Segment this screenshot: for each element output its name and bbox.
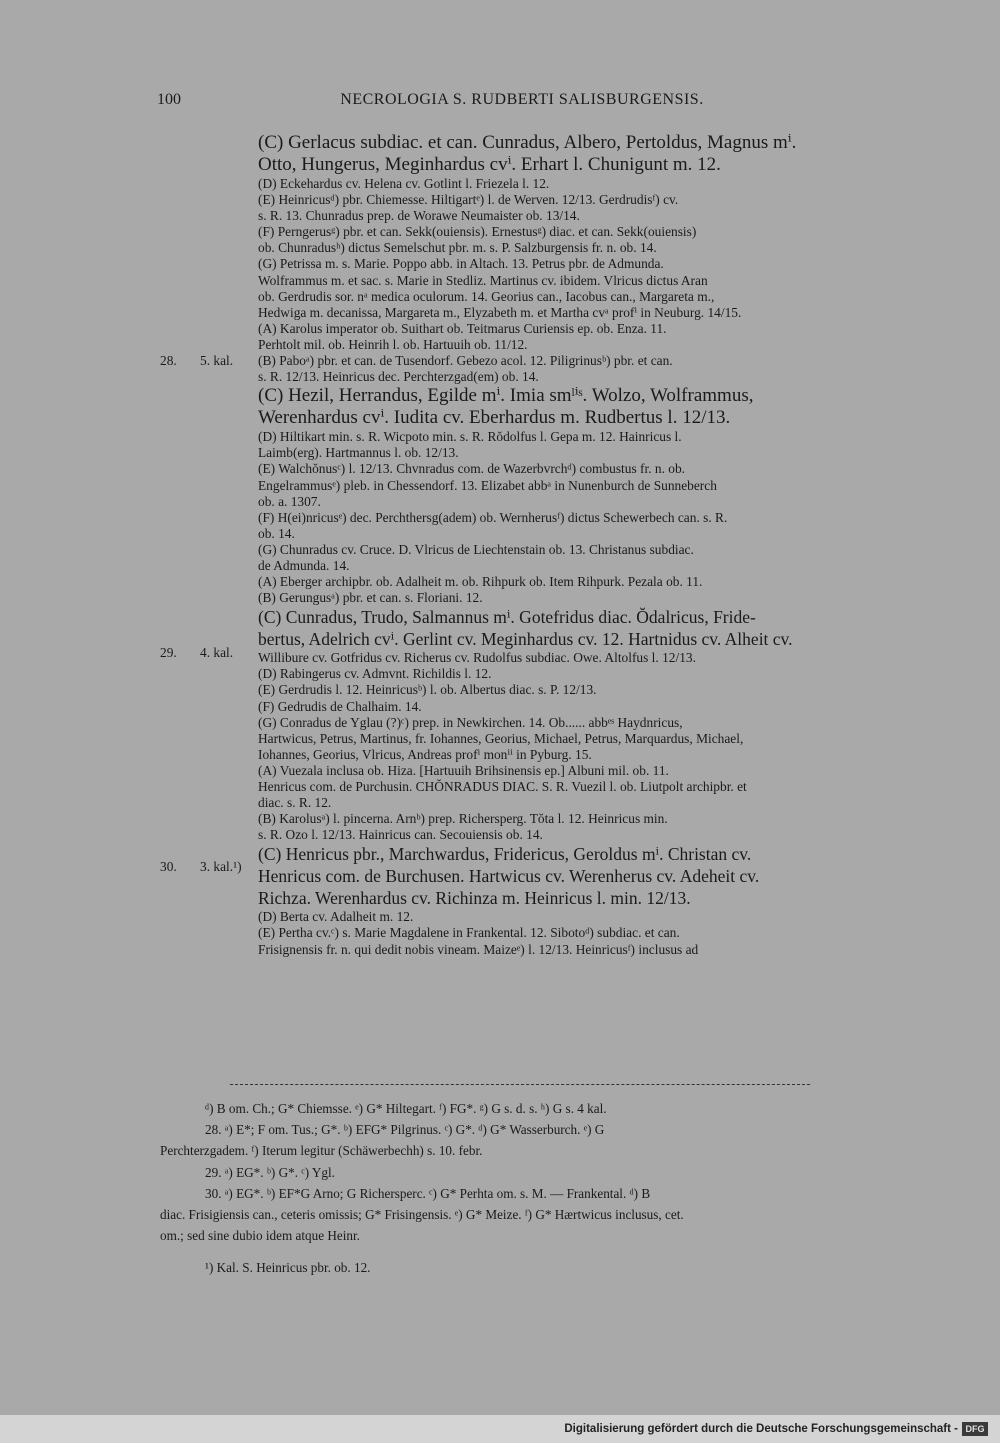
text-line: Laimb(erg). Hartmannus l. ob. 12/13. bbox=[258, 445, 459, 461]
text-line: (B) Gerungusᵃ) pbr. et can. s. Floriani. 12. bbox=[258, 590, 483, 606]
text-line: (F) Perngerusᵍ) pbr. et can. Sekk(ouiensis). Ernestusᵍ) diac. et can. Sekk(ouiensis) bbox=[258, 224, 697, 240]
text-line: Hartwicus, Petrus, Martinus, fr. Iohannes, Georius, Michael, Petrus, Marquardus, Michael, bbox=[258, 730, 744, 746]
text-line: Richza. Werenhardus cv. Richinza m. Heinricus l. min. 12/13. bbox=[258, 888, 691, 909]
running-title: NECROLOGIA S. RUDBERTI SALISBURGENSIS. bbox=[340, 91, 704, 108]
text-line: (D) Berta cv. Adalheit m. 12. bbox=[258, 909, 414, 925]
footnotes bbox=[160, 1098, 890, 1279]
text-line: (E) Heinricusᵈ) pbr. Chiemesse. Hiltigartᵉ) l. de Werven. 12/13. Gerdrudisᶠ) cv. bbox=[258, 192, 679, 208]
text-line: (F) H(ei)nricusᵉ) dec. Perchthersg(adem) ob. Wernherusᶠ) dictus Schewerbech can. s. R. bbox=[258, 509, 728, 525]
date-kal: 5. kal. bbox=[200, 353, 234, 368]
text-line: Wolframmus m. et sac. s. Marie in Stedliz. Martinus cv. ibidem. Vlricus dictus Aran bbox=[258, 272, 708, 288]
text-line: s. R. 12/13. Heinricus dec. Perchterzgad(em) ob. 14. bbox=[258, 369, 539, 385]
footnote-divider bbox=[230, 1084, 810, 1085]
text-line: (G) Petrissa m. s. Marie. Poppo abb. in Altach. 13. Petrus pbr. de Admunda. bbox=[258, 256, 664, 272]
text-line: (A) Karolus imperator ob. Suithart ob. Teitmarus Curiensis ep. ob. Enza. 11. bbox=[258, 320, 667, 336]
page-number: 100 bbox=[157, 91, 181, 108]
text-line: (A) Vuezala inclusa ob. Hiza. [Hartuuih Brihsinensis ep.] Albuni mil. ob. 11. bbox=[258, 762, 669, 778]
footnote-line: Perchterzgadem. ᶠ) Iterum legitur (Schäwerbechh) s. 10. febr. bbox=[160, 1143, 483, 1159]
text-line: (G) Chunradus cv. Cruce. D. Vlricus de Liechtenstain ob. 13. Christanus subdiac. bbox=[258, 541, 694, 557]
funding-text: Digitalisierung gefördert durch die Deutsche Forschungsgemeinschaft - bbox=[564, 1423, 958, 1435]
text-line: Otto, Hungerus, Meginhardus cvⁱ. Erhart l. Chunigunt m. 12. bbox=[258, 154, 721, 175]
text-line: bertus, Adelrich cvⁱ. Gerlint cv. Meginhardus cv. 12. Hartnidus cv. Alheit cv. bbox=[258, 629, 793, 650]
text-line: Willibure cv. Gotfridus cv. Richerus cv. Rudolfus subdiac. Owe. Altolfus l. 12/13. bbox=[258, 650, 696, 666]
text-line: (D) Rabingerus cv. Admvnt. Richildis l. 12. bbox=[258, 666, 492, 682]
text-line: (F) Gedrudis de Chalhaim. 14. bbox=[258, 698, 422, 714]
text-line: ob. 14. bbox=[258, 525, 295, 541]
text-line: Werenhardus cvⁱ. Iudita cv. Eberhardus m. Rudbertus l. 12/13. bbox=[258, 407, 731, 429]
text-line: Perhtolt mil. ob. Heinrih l. ob. Hartuuih ob. 11/12. bbox=[258, 336, 528, 352]
dfg-logo: DFG bbox=[962, 1422, 988, 1436]
text-line: (A) Eberger archipbr. ob. Adalheit m. ob. Rihpurk ob. Item Rihpurk. Pezala ob. 11. bbox=[258, 574, 703, 590]
text-line: s. R. Ozo l. 12/13. Hainricus can. Secouiensis ob. 14. bbox=[258, 827, 543, 843]
text-line: diac. s. R. 12. bbox=[258, 795, 332, 811]
funding-banner bbox=[0, 1415, 1000, 1443]
text-line: (E) Pertha cv.ᶜ) s. Marie Magdalene in Frankental. 12. Sibotoᵈ) subdiac. et can. bbox=[258, 925, 680, 941]
page-header bbox=[157, 91, 887, 113]
text-line: Henricus com. de Burchusen. Hartwicus cv. Werenherus cv. Adeheit cv. bbox=[258, 866, 760, 887]
text-line: (C) Hezil, Herrandus, Egilde mⁱ. Imia smˡⁱˢ. Wolzo, Wolframmus, bbox=[258, 385, 754, 407]
text-line: s. R. 13. Chunradus prep. de Worawe Neumaister ob. 13/14. bbox=[258, 208, 580, 224]
text-line: Hedwiga m. decanissa, Margareta m., Elyzabeth m. et Martha cvᵃ profⁱ in Neuburg. 14/15. bbox=[258, 304, 742, 320]
text-line: (C) Henricus pbr., Marchwardus, Fridericus, Geroldus mⁱ. Christan cv. bbox=[258, 844, 752, 865]
text-line: (G) Conradus de Yglau (?)ᶜ) prep. in Newkirchen. 14. Ob...... abbᵉˢ Haydnricus, bbox=[258, 714, 683, 730]
text-line: ob. a. 1307. bbox=[258, 493, 321, 509]
text-line: (E) Walchŏnusᶜ) l. 12/13. Chvnradus com. de Wazerbvrchᵈ) combustus fr. n. ob. bbox=[258, 461, 686, 477]
footnote-line: ᵈ) B om. Ch.; G* Chiemsse. ᵉ) G* Hiltegart. ᶠ) FG*. ᵍ) G s. d. s. ʰ) G s. 4 kal. bbox=[205, 1101, 607, 1116]
text-line: Frisignensis fr. n. qui dedit nobis vineam. Maizeᵉ) l. 12/13. Heinricusᶠ) inclusus ad bbox=[258, 941, 699, 957]
text-line: ob. Chunradusʰ) dictus Semelschut pbr. m. s. P. Salzburgensis fr. n. ob. 14. bbox=[258, 240, 657, 256]
text-line: Engelrammusᵉ) pleb. in Chessendorf. 13. Elizabet abbᵃ in Nunenburch de Sunneberch bbox=[258, 477, 717, 493]
necrology-text bbox=[258, 132, 888, 958]
text-line: ob. Gerdrudis sor. nᵃ medica oculorum. 14. Georius can., Iacobus can., Margareta m., bbox=[258, 288, 715, 304]
footnote-line: 28. ᵃ) E*; F om. Tus.; G*. ᵇ) EFG* Pilgrinus. ᶜ) G*. ᵈ) G* Wasserburch. ᵉ) G bbox=[205, 1122, 605, 1138]
text-line: (C) Gerlacus subdiac. et can. Cunradus, Albero, Pertoldus, Magnus mⁱ. bbox=[258, 132, 797, 153]
date-day: 29. bbox=[160, 645, 177, 660]
text-line: (E) Gerdrudis l. 12. Heinricusᵇ) l. ob. Albertus diac. s. P. 12/13. bbox=[258, 682, 597, 698]
footnote-line: 30. ᵃ) EG*. ᵇ) EF*G Arno; G Richersperc. ᶜ) G* Perhta om. s. M. — Frankental. ᵈ) B bbox=[205, 1185, 651, 1201]
date-kal: 3. kal.¹) bbox=[200, 859, 242, 874]
text-line: de Admunda. 14. bbox=[258, 557, 350, 573]
footnote-line: 29. ᵃ) EG*. ᵇ) G*. ᶜ) Ygl. bbox=[205, 1164, 335, 1180]
date-day: 30. bbox=[160, 859, 177, 874]
text-line: (D) Hiltikart min. s. R. Wicpoto min. s. R. Rŏdolfus l. Gepa m. 12. Hainricus l. bbox=[258, 429, 682, 445]
text-line: (B) Paboᵃ) pbr. et can. de Tusendorf. Gebezo acol. 12. Piligrinusᵇ) pbr. et can. bbox=[258, 353, 673, 369]
text-line: (D) Eckehardus cv. Helena cv. Gotlint l. Friezela l. 12. bbox=[258, 176, 550, 191]
footnote-line: om.; sed sine dubio idem atque Heinr. bbox=[160, 1228, 360, 1244]
text-line: (C) Cunradus, Trudo, Salmannus mⁱ. Gotefridus diac. Ŏdalricus, Fride- bbox=[258, 607, 756, 628]
text-line: Iohannes, Georius, Vlricus, Andreas profⁱ monⁱⁱ in Pyburg. 15. bbox=[258, 746, 592, 762]
date-kal: 4. kal. bbox=[200, 645, 234, 660]
footnote-line: ¹) Kal. S. Heinricus pbr. ob. 12. bbox=[205, 1260, 371, 1276]
date-day: 28. bbox=[160, 353, 177, 368]
text-line: (B) Karolusᵃ) l. pincerna. Arnᵇ) prep. Richersperg. Tŏta l. 12. Heinricus min. bbox=[258, 811, 668, 827]
footnote-line: diac. Frisigiensis can., ceteris omissis; G* Frisingensis. ᵉ) G* Meize. ᶠ) G* Hærtwicus inclusus, cet. bbox=[160, 1206, 684, 1222]
text-line: Henricus com. de Purchusin. CHŎNRADUS DIAC. S. R. Vuezil l. ob. Liutpolt archipbr. et bbox=[258, 779, 747, 794]
